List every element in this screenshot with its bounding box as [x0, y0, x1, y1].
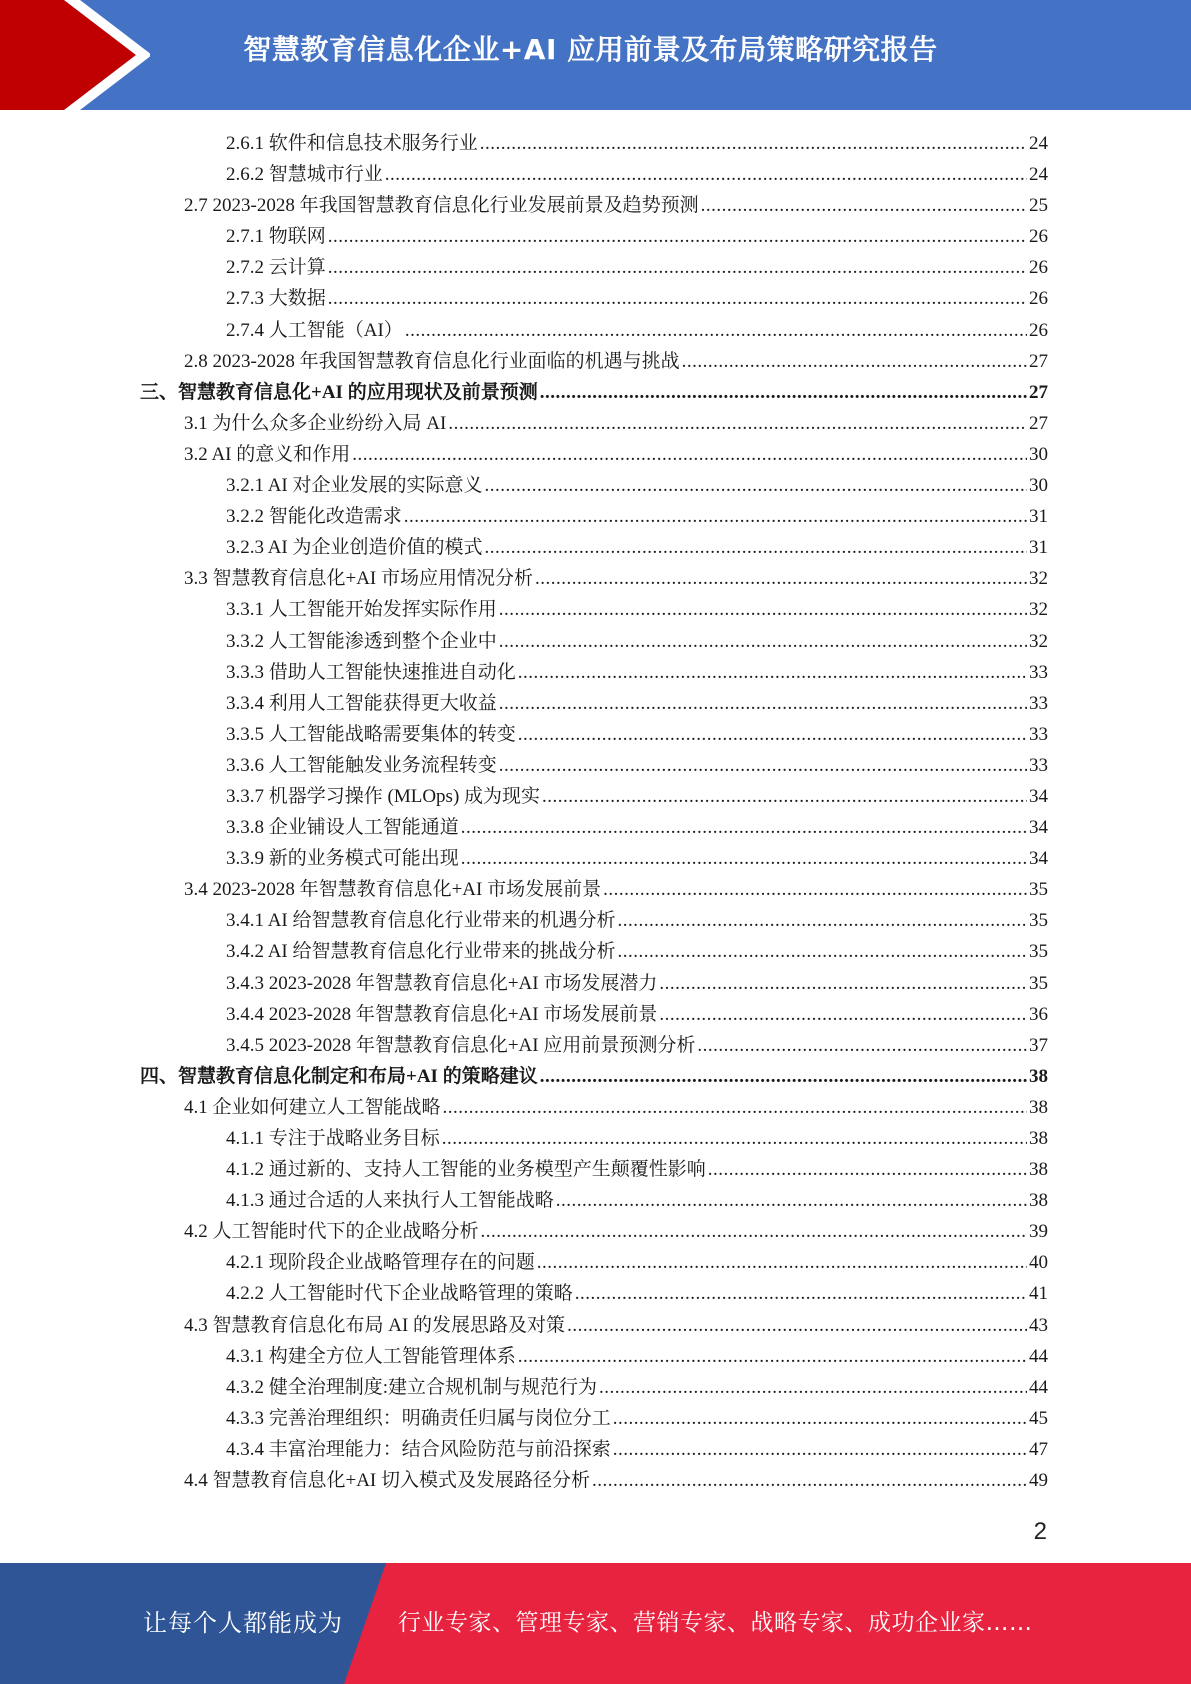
- toc-entry[interactable]: [140, 657, 1048, 688]
- header-red-block: [0, 0, 136, 110]
- toc-entry-page: 41: [1029, 1283, 1048, 1305]
- toc-entry[interactable]: [140, 1154, 1048, 1185]
- toc-entry[interactable]: [140, 688, 1048, 719]
- toc-dot-leader: [442, 1123, 1027, 1154]
- toc-entry-title: 3.4.2 AI 给智慧教育信息化行业带来的挑战分析: [226, 941, 616, 963]
- toc-entry[interactable]: [140, 968, 1048, 999]
- toc-entry[interactable]: [140, 563, 1048, 594]
- toc-dot-leader: [537, 1247, 1027, 1278]
- toc-entry-title: 4.3.2 健全治理制度:建立合规机制与规范行为: [226, 1376, 598, 1398]
- toc-entry-title: 三、智慧教育信息化+AI 的应用现状及前景预测: [140, 381, 538, 403]
- toc-entry-title: 3.3.3 借助人工智能快速推进自动化: [226, 661, 516, 683]
- toc-entry-page: 26: [1029, 257, 1048, 279]
- toc-entry-title: 3.1 为什么众多企业纷纷入局 AI: [184, 412, 447, 434]
- toc-entry-page: 44: [1029, 1376, 1048, 1398]
- toc-entry-title: 3.3.5 人工智能战略需要集体的转变: [226, 723, 516, 745]
- toc-entry-title: 3.2 AI 的意义和作用: [184, 443, 351, 465]
- toc-entry[interactable]: [140, 532, 1048, 563]
- page-footer: [0, 1563, 1191, 1684]
- toc-entry[interactable]: [140, 1310, 1048, 1341]
- toc-entry-page: 37: [1029, 1034, 1048, 1056]
- toc-entry-title: 2.7.3 大数据: [226, 288, 326, 310]
- toc-entry-title: 3.4.5 2023-2028 年智慧教育信息化+AI 应用前景预测分析: [226, 1034, 696, 1056]
- toc-dot-leader: [499, 750, 1027, 781]
- toc-dot-leader: [499, 626, 1027, 657]
- toc-entry-page: 34: [1029, 817, 1048, 839]
- toc-entry-page: 38: [1029, 1190, 1048, 1212]
- toc-entry-title: 3.3.6 人工智能触发业务流程转变: [226, 754, 497, 776]
- toc-entry[interactable]: [140, 626, 1048, 657]
- toc-entry-title: 4.3.1 构建全方位人工智能管理体系: [226, 1345, 516, 1367]
- toc-entry-title: 4.2 人工智能时代下的企业战略分析: [184, 1221, 479, 1243]
- toc-entry-title: 2.7.2 云计算: [226, 257, 326, 279]
- toc-entry-page: 38: [1029, 1159, 1048, 1181]
- toc-entry-page: 31: [1029, 537, 1048, 559]
- toc-entry[interactable]: [140, 781, 1048, 812]
- toc-entry-title: 3.3.2 人工智能渗透到整个企业中: [226, 630, 497, 652]
- toc-entry-page: 30: [1029, 443, 1048, 465]
- toc-entry-page: 44: [1029, 1345, 1048, 1367]
- toc-entry-page: 47: [1029, 1438, 1048, 1460]
- toc-entry[interactable]: [140, 1465, 1048, 1496]
- toc-entry-title: 3.2.2 智能化改造需求: [226, 506, 402, 528]
- toc-entry-page: 36: [1029, 1003, 1048, 1025]
- toc-entry[interactable]: [140, 1278, 1048, 1309]
- toc-entry-title: 3.2.3 AI 为企业创造价值的模式: [226, 537, 483, 559]
- toc-entry-page: 34: [1029, 848, 1048, 870]
- toc-dot-leader: [599, 1372, 1027, 1403]
- toc-dot-leader: [328, 252, 1027, 283]
- toc-entry[interactable]: [140, 128, 1048, 159]
- toc-entry-page: 38: [1029, 1128, 1048, 1149]
- toc-entry-page: 32: [1029, 599, 1048, 621]
- toc-entry-title: 3.4 2023-2028 年智慧教育信息化+AI 市场发展前景: [184, 879, 602, 901]
- toc-entry[interactable]: [140, 1030, 1048, 1061]
- toc-dot-leader: [461, 812, 1027, 843]
- toc-entry-title: 3.3.8 企业铺设人工智能通道: [226, 817, 459, 839]
- toc-dot-leader: [499, 688, 1027, 719]
- toc-entry-title: 4.1.1 专注于战略业务目标: [226, 1128, 440, 1149]
- toc-entry[interactable]: [140, 1123, 1048, 1154]
- toc-dot-leader: [556, 1185, 1027, 1216]
- toc-entry-page: 38: [1029, 1096, 1048, 1118]
- toc-entry-title: 2.8 2023-2028 年我国智慧教育信息化行业面临的机遇与挑战: [184, 350, 680, 372]
- toc-entry-title: 4.1.2 通过新的、支持人工智能的业务模型产生颠覆性影响: [226, 1159, 706, 1181]
- toc-dot-leader: [708, 1154, 1027, 1185]
- toc-entry-title: 3.4.1 AI 给智慧教育信息化行业带来的机遇分析: [226, 910, 616, 932]
- toc-entry-title: 4.4 智慧教育信息化+AI 切入模式及发展路径分析: [184, 1470, 591, 1492]
- toc-dot-leader: [659, 999, 1027, 1030]
- toc-entry[interactable]: [140, 843, 1048, 874]
- toc-entry[interactable]: [140, 594, 1048, 625]
- header-chevron-icon: [0, 0, 150, 110]
- toc-entry-page: 27: [1029, 350, 1048, 372]
- toc-dot-leader: [603, 874, 1027, 905]
- toc-entry[interactable]: [140, 159, 1048, 190]
- toc-dot-leader: [542, 781, 1027, 812]
- toc-entry-page: 26: [1029, 288, 1048, 310]
- toc-entry-title: 4.1 企业如何建立人工智能战略: [184, 1096, 441, 1118]
- toc-dot-leader: [592, 1465, 1027, 1496]
- toc-dot-leader: [618, 936, 1027, 967]
- toc-entry-page: 39: [1029, 1221, 1048, 1243]
- toc-entry-page: 25: [1029, 195, 1048, 217]
- toc-entry-page: 34: [1029, 785, 1048, 807]
- toc-entry-title: 3.4.3 2023-2028 年智慧教育信息化+AI 市场发展潜力: [226, 972, 658, 994]
- toc-entry[interactable]: [140, 1403, 1048, 1434]
- toc-entry[interactable]: [140, 221, 1048, 252]
- toc-entry-page: 32: [1029, 568, 1048, 590]
- toc-entry-page: 35: [1029, 941, 1048, 963]
- toc-dot-leader: [328, 221, 1027, 252]
- toc-entry-title: 3.3.1 人工智能开始发挥实际作用: [226, 599, 497, 621]
- toc-dot-leader: [518, 719, 1027, 750]
- toc-entry-title: 3.3 智慧教育信息化+AI 市场应用情况分析: [184, 568, 534, 590]
- toc-entry[interactable]: [140, 377, 1048, 408]
- toc-entry-title: 4.3.4 丰富治理能力：结合风险防范与前沿探索: [226, 1438, 611, 1460]
- toc-dot-leader: [443, 1092, 1027, 1123]
- document-title: 智慧教育信息化企业+AI 应用前景及布局策略研究报告: [243, 33, 938, 66]
- toc-dot-leader: [385, 159, 1027, 190]
- toc-entry-title: 4.2.1 现阶段企业战略管理存在的问题: [226, 1252, 535, 1274]
- toc-entry[interactable]: [140, 283, 1048, 314]
- toc-dot-leader: [480, 128, 1027, 159]
- toc-entry-page: 35: [1029, 972, 1048, 994]
- toc-entry-page: 27: [1029, 381, 1048, 403]
- page-header: [0, 0, 1191, 110]
- toc-dot-leader: [405, 315, 1027, 346]
- toc-entry-title: 2.7.1 物联网: [226, 226, 326, 248]
- toc-entry-title: 4.3.3 完善治理组织：明确责任归属与岗位分工: [226, 1407, 611, 1429]
- toc-dot-leader: [328, 283, 1027, 314]
- toc-dot-leader: [682, 346, 1027, 377]
- toc-dot-leader: [613, 1434, 1027, 1465]
- toc-entry-page: 24: [1029, 164, 1048, 186]
- toc-entry[interactable]: [140, 905, 1048, 936]
- toc-entry[interactable]: [140, 874, 1048, 905]
- toc-dot-leader: [499, 594, 1027, 625]
- toc-entry[interactable]: [140, 999, 1048, 1030]
- toc-entry[interactable]: [140, 470, 1048, 501]
- toc-entry[interactable]: [140, 1216, 1048, 1247]
- toc-entry[interactable]: [140, 252, 1048, 283]
- toc-entry[interactable]: [140, 1092, 1048, 1123]
- toc-dot-leader: [352, 439, 1027, 470]
- toc-entry[interactable]: [140, 315, 1048, 346]
- toc-entry-title: 3.3.4 利用人工智能获得更大收益: [226, 692, 497, 714]
- toc-dot-leader: [575, 1278, 1027, 1309]
- toc-entry[interactable]: [140, 190, 1048, 221]
- toc-entry-title: 4.1.3 通过合适的人来执行人工智能战略: [226, 1190, 554, 1212]
- toc-dot-leader: [485, 470, 1027, 501]
- toc-dot-leader: [518, 1341, 1027, 1372]
- toc-entry-page: 33: [1029, 661, 1048, 683]
- toc-entry-title: 2.6.1 软件和信息技术服务行业: [226, 133, 478, 154]
- toc-entry-page: 33: [1029, 754, 1048, 776]
- page-number: 2: [1033, 1518, 1047, 1545]
- toc-dot-leader: [613, 1403, 1027, 1434]
- toc-entry-page: 32: [1029, 630, 1048, 652]
- toc-entry[interactable]: [140, 408, 1048, 439]
- toc-dot-leader: [535, 563, 1027, 594]
- toc-entry-page: 49: [1029, 1470, 1048, 1492]
- footer-roles: 行业专家、管理专家、营销专家、战略专家、成功企业家……: [398, 1610, 1033, 1636]
- toc-entry-title: 3.3.9 新的业务模式可能出现: [226, 848, 459, 870]
- toc-entry[interactable]: [140, 936, 1048, 967]
- toc-entry[interactable]: [140, 1061, 1048, 1092]
- toc-entry[interactable]: [140, 1341, 1048, 1372]
- toc-dot-leader: [518, 657, 1027, 688]
- toc-entry[interactable]: [140, 719, 1048, 750]
- toc-dot-leader: [540, 1061, 1027, 1092]
- toc-dot-leader: [697, 1030, 1027, 1061]
- toc-entry-page: 33: [1029, 692, 1048, 714]
- table-of-contents: [140, 128, 1048, 1496]
- toc-entry-title: 四、智慧教育信息化制定和布局+AI 的策略建议: [140, 1065, 538, 1087]
- toc-dot-leader: [618, 905, 1027, 936]
- toc-entry[interactable]: [140, 812, 1048, 843]
- toc-entry-title: 4.2.2 人工智能时代下企业战略管理的策略: [226, 1283, 573, 1305]
- toc-entry-page: 26: [1029, 319, 1048, 341]
- toc-entry[interactable]: [140, 1372, 1048, 1403]
- toc-dot-leader: [567, 1310, 1027, 1341]
- footer-slogan: 让每个人都能成为: [143, 1609, 343, 1637]
- toc-entry-title: 3.4.4 2023-2028 年智慧教育信息化+AI 市场发展前景: [226, 1003, 658, 1025]
- toc-entry-title: 3.3.7 机器学习操作 (MLOps) 成为现实: [226, 785, 541, 807]
- toc-dot-leader: [481, 1216, 1027, 1247]
- toc-entry-page: 35: [1029, 910, 1048, 932]
- toc-entry-page: 33: [1029, 723, 1048, 745]
- toc-entry-page: 27: [1029, 412, 1048, 434]
- toc-entry[interactable]: [140, 1434, 1048, 1465]
- toc-dot-leader: [404, 501, 1027, 532]
- toc-entry-page: 24: [1029, 133, 1048, 154]
- toc-entry-page: 26: [1029, 226, 1048, 248]
- toc-dot-leader: [448, 408, 1027, 439]
- toc-entry-page: 45: [1029, 1407, 1048, 1429]
- toc-dot-leader: [540, 377, 1027, 408]
- toc-dot-leader: [461, 843, 1027, 874]
- toc-entry-title: 4.3 智慧教育信息化布局 AI 的发展思路及对策: [184, 1314, 566, 1336]
- toc-entry-page: 30: [1029, 475, 1048, 497]
- toc-entry-title: 2.7 2023-2028 年我国智慧教育信息化行业发展前景及趋势预测: [184, 195, 699, 217]
- toc-entry-title: 2.7.4 人工智能（AI）: [226, 319, 403, 341]
- toc-entry-page: 38: [1029, 1065, 1048, 1087]
- toc-dot-leader: [701, 190, 1027, 221]
- toc-entry[interactable]: [140, 1247, 1048, 1278]
- toc-entry-page: 43: [1029, 1314, 1048, 1336]
- toc-entry[interactable]: [140, 750, 1048, 781]
- toc-entry-title: 3.2.1 AI 对企业发展的实际意义: [226, 475, 483, 497]
- toc-entry[interactable]: [140, 1185, 1048, 1216]
- toc-entry-page: 35: [1029, 879, 1048, 901]
- toc-entry-title: 2.6.2 智慧城市行业: [226, 164, 383, 186]
- toc-entry[interactable]: [140, 439, 1048, 470]
- toc-entry-page: 31: [1029, 506, 1048, 528]
- toc-entry[interactable]: [140, 501, 1048, 532]
- toc-entry[interactable]: [140, 346, 1048, 377]
- toc-dot-leader: [485, 532, 1027, 563]
- toc-entry-page: 40: [1029, 1252, 1048, 1274]
- toc-dot-leader: [659, 968, 1027, 999]
